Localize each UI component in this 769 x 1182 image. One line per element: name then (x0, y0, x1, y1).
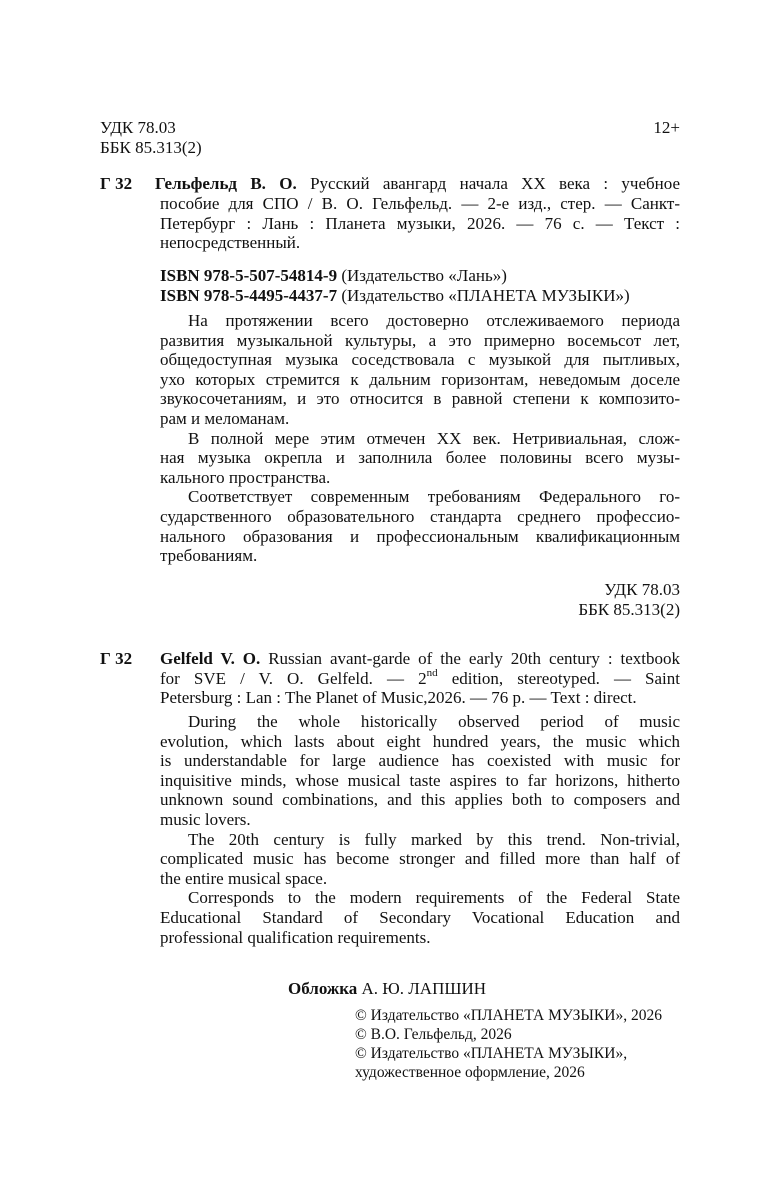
isbn-lan-number: ISBN 978-5-507-54814-9 (160, 266, 338, 285)
copyright-line: © В.О. Гельфельд, 2026 (355, 1026, 512, 1043)
isbn-planeta-publisher: (Издательство «ПЛАНЕТА МУЗЫКИ») (341, 286, 630, 305)
book-imprint-page (100, 118, 680, 1108)
ru-abstract-line: требованиям. (160, 546, 258, 566)
en-abstract-line: music lovers. (160, 809, 251, 829)
en-abstract-line: is understandable for large audience has coexisted with music for (160, 751, 680, 771)
copyright-line: © Издательство «ПЛАНЕТА МУЗЫКИ», 2026 (355, 1007, 662, 1024)
en-abstract-line: During the whole historically observed period of music (188, 712, 680, 731)
en-record-author: Gelfeld V. O. (160, 649, 261, 668)
ru-record-description (155, 174, 680, 194)
ru-desc-line4: непосредственный. (160, 233, 301, 253)
ru-abstract-line: развития музыкальной культуры, а это примерно восемьсот лет, (160, 330, 680, 350)
en-desc-line2-sup: nd (426, 666, 438, 679)
en-abstract-line: The 20th century is fully marked by this trend. Non-trivial, (188, 829, 680, 849)
en-abstract-line: complicated music has become stronger and filled more than half of (160, 849, 680, 869)
isbn-lan-publisher: (Издательство «Лань») (341, 266, 507, 285)
ru-desc-line2: пособие для СПО / В. О. Гельфельд. — 2-е изд., стер. — Санкт- (160, 194, 680, 213)
en-abstract-line: Educational Standard of Secondary Vocational Education and (160, 907, 680, 927)
copyright-block (355, 1006, 662, 1082)
isbn-lan (160, 266, 507, 286)
ru-record-bbk: ББК 85.313(2) (578, 600, 680, 619)
ru-abstract-line: рам и меломанам. (160, 408, 290, 428)
ru-record-author: Гельфельд В. О. (155, 174, 297, 193)
cover-credit (288, 979, 486, 999)
cover-artist: А. Ю. ЛАПШИН (361, 979, 487, 998)
ru-abstract-line: Соответствует современным требованиям Федерального го- (188, 487, 680, 507)
ru-abstract-line: общедоступная музыка соседствовала с музыкой для пытливых, (160, 350, 680, 370)
ru-record-description-cont (160, 194, 680, 253)
copyright-line: © Издательство «ПЛАНЕТА МУЗЫКИ», (355, 1045, 628, 1062)
en-abstract-line: unknown sound combinations, and this applies both to composers and (160, 790, 680, 810)
ru-abstract-line: ная музыка окрепла и заполнила более половины всего музы- (160, 448, 680, 468)
en-desc-line2b: edition, stereotyped. — Saint (451, 668, 680, 688)
isbn-planeta (160, 286, 630, 306)
ru-abstract-line: ухо которых стремится к дальним горизонтам, неведомым доселе (160, 369, 680, 389)
header-udk: УДК 78.03 (100, 118, 176, 137)
ru-abstract-line: сударственного образовательного стандарта среднего профессио- (160, 506, 680, 526)
age-rating: 12+ (653, 118, 680, 137)
en-record-code: Г 32 (100, 649, 133, 668)
ru-abstract (160, 311, 680, 566)
ru-abstract-line: На протяжении всего достоверно отслеживаемого периода (188, 311, 680, 330)
en-abstract-line: inquisitive minds, whose musical taste aspires to far horizons, hitherto (160, 770, 680, 790)
en-abstract-line: Corresponds to the modern requirements of the Federal State (188, 888, 680, 908)
en-desc-line1: Russian avant-garde of the early 20th century : textbook (268, 649, 681, 668)
en-abstract (160, 712, 680, 947)
ru-abstract-line: звукосочетаниям, и это относится в равной степени к композито- (160, 389, 680, 409)
isbn-planeta-number: ISBN 978-5-4495-4437-7 (160, 286, 338, 305)
copyright-line: художественное оформление, 2026 (355, 1064, 585, 1081)
ru-abstract-line: нального образования и профессиональным квалификационным (160, 526, 680, 546)
ru-abstract-line: В полной мере этим отмечен XX век. Нетривиальная, слож- (188, 428, 680, 448)
header-bbk: ББК 85.313(2) (100, 138, 202, 157)
en-abstract-line: professional qualification requirements. (160, 927, 431, 947)
ru-desc-line1: Русский авангард начала XX века : учебное (310, 174, 681, 193)
en-abstract-line: the entire musical space. (160, 868, 328, 888)
cover-label: Обложка (288, 979, 358, 998)
en-desc-line2a: for SVE / V. O. Gelfeld. — 2 (160, 668, 427, 688)
ru-desc-line3: Петербург : Лань : Планета музыки, 2026. — 76 с. — Текст : (160, 213, 680, 233)
ru-abstract-line: кального пространства. (160, 467, 331, 487)
ru-record-udk: УДК 78.03 (604, 580, 680, 599)
en-desc-line3: Petersburg : Lan : The Planet of Music,2026. — 76 p. — Text : direct. (160, 688, 637, 708)
en-abstract-line: evolution, which lasts about eight hundred years, the music which (160, 731, 680, 751)
ru-record-code: Г 32 (100, 174, 133, 193)
en-record-description (160, 649, 680, 708)
